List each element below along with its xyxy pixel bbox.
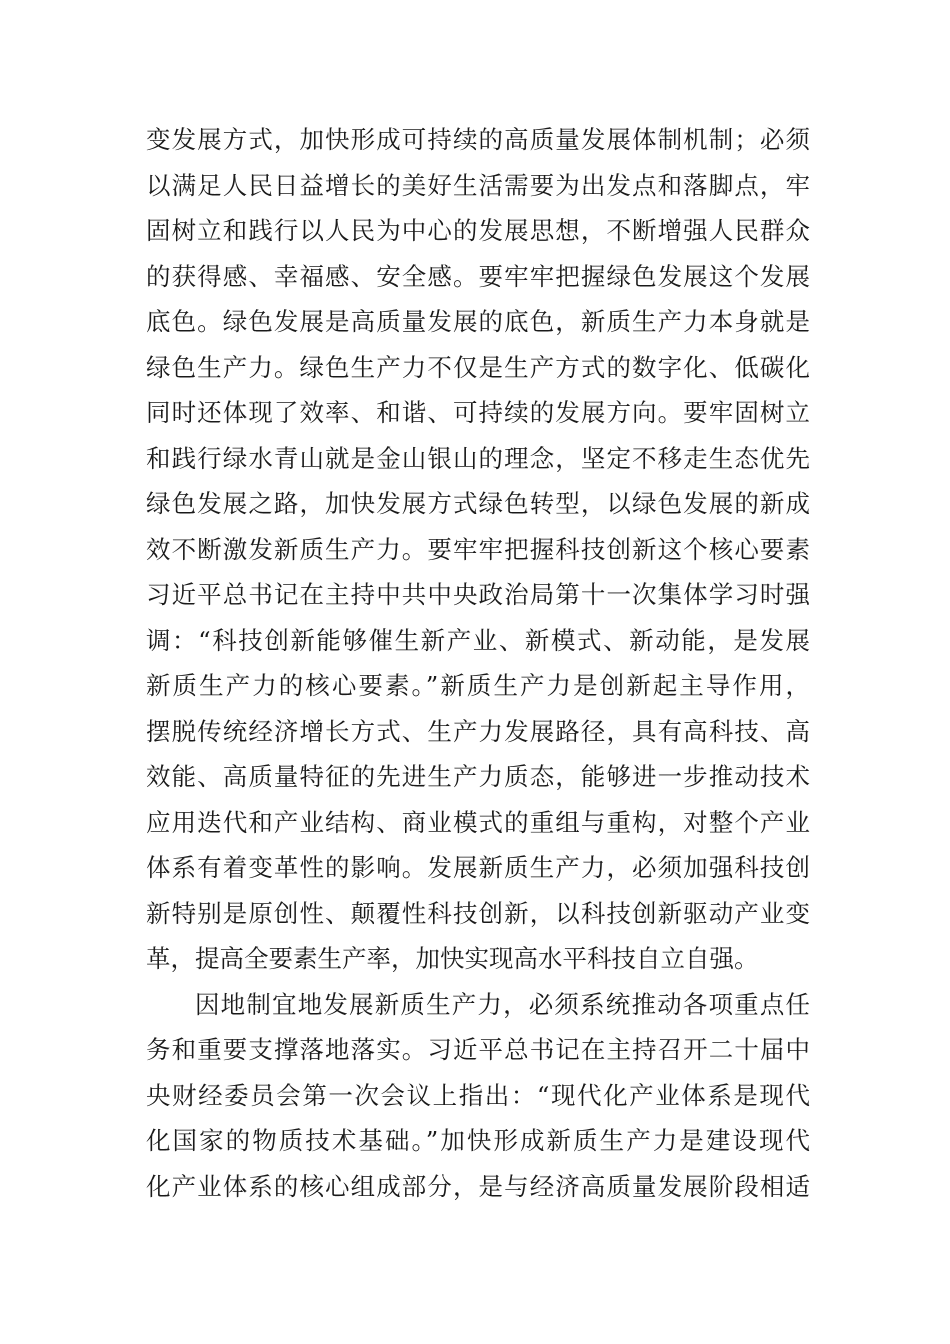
text-line: 的获得感、幸福感、安全感。要牢牢把握绿色发展这个发展 bbox=[146, 261, 810, 291]
paragraph-end-line: 革，提高全要素生产率，加快实现高水平科技自立自强。 bbox=[146, 944, 759, 973]
text-line: 摆脱传统经济增长方式、生产力发展路径，具有高科技、高 bbox=[146, 716, 810, 746]
text-line: 固树立和践行以人民为中心的发展思想，不断增强人民群众 bbox=[146, 216, 810, 245]
text-line: 应用迭代和产业结构、商业模式的重组与重构，对整个产业 bbox=[146, 807, 810, 837]
paragraph-start-line: 因地制宜地发展新质生产力，必须系统推动各项重点任 bbox=[195, 989, 810, 1019]
text-line: 以满足人民日益增长的美好生活需要为出发点和落脚点，牢 bbox=[146, 170, 810, 200]
text-line: 底色。绿色发展是高质量发展的底色，新质生产力本身就是 bbox=[146, 307, 810, 336]
text-line: 化国家的物质技术基础。”加快形成新质生产力是建设现代 bbox=[146, 1126, 810, 1155]
text-line: 习近平总书记在主持中共中央政治局第十一次集体学习时强 bbox=[146, 580, 810, 609]
text-line: 效不断激发新质生产力。要牢牢把握科技创新这个核心要素 bbox=[146, 534, 810, 564]
text-line: 务和重要支撑落地落实。习近平总书记在主持召开二十届中 bbox=[146, 1035, 810, 1064]
text-line: 同时还体现了效率、和谐、可持续的发展方向。要牢固树立 bbox=[146, 398, 810, 427]
text-line: 体系有着变革性的影响。发展新质生产力，必须加强科技创 bbox=[146, 853, 810, 882]
text-line: 变发展方式，加快形成可持续的高质量发展体制机制；必须 bbox=[146, 125, 810, 154]
text-line: 效能、高质量特征的先进生产力质态，能够进一步推动技术 bbox=[146, 762, 810, 791]
text-line: 绿色发展之路，加快发展方式绿色转型，以绿色发展的新成 bbox=[146, 489, 810, 518]
text-line: 化产业体系的核心组成部分，是与经济高质量发展阶段相适 bbox=[146, 1171, 810, 1201]
text-line: 新特别是原创性、颠覆性科技创新，以科技创新驱动产业变 bbox=[146, 898, 810, 928]
text-line: 央财经委员会第一次会议上指出：“现代化产业体系是现代 bbox=[146, 1080, 810, 1110]
text-line: 和践行绿水青山就是金山银山的理念，坚定不移走生态优先 bbox=[146, 443, 810, 473]
body-text bbox=[146, 117, 810, 1209]
text-line: 新质生产力的核心要素。”新质生产力是创新起主导作用， bbox=[146, 671, 810, 700]
text-line: 绿色生产力。绿色生产力不仅是生产方式的数字化、低碳化 bbox=[146, 352, 810, 382]
text-line: 调：“科技创新能够催生新产业、新模式、新动能，是发展 bbox=[146, 625, 810, 655]
